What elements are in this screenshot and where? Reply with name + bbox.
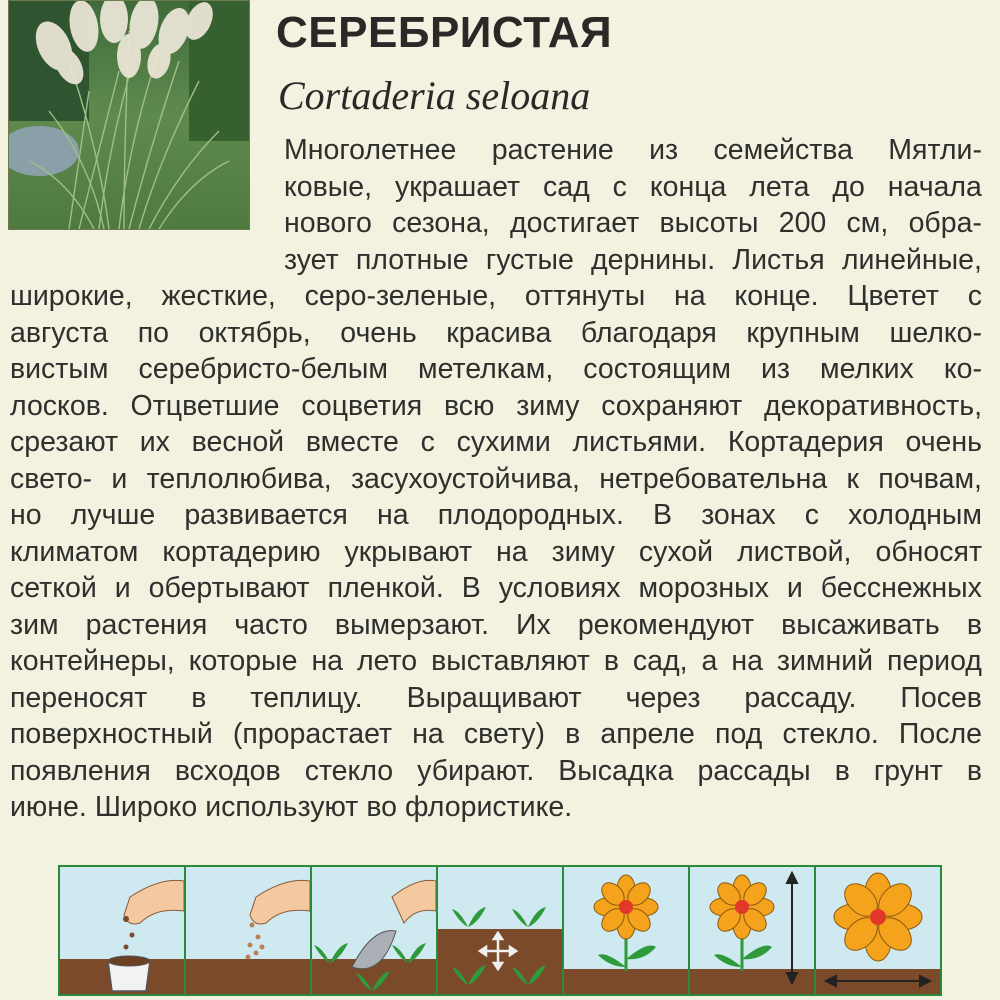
plant-spacing-icon (438, 867, 562, 994)
sow-in-ground-icon (186, 867, 310, 994)
description-line: свето- и теплолюбива, засухоустойчива, нетребовательна к почвам, (10, 462, 982, 495)
description-line: вистым серебристо-белым метелкам, состоящим из мелких ко- (10, 353, 982, 385)
description-line: срезают их весной вместе с сухими листьями. Кортадерия очень (10, 426, 982, 458)
plant-height-icon (690, 867, 814, 994)
description-line: Многолетнее растение из семейства Мятли- (284, 134, 982, 166)
sow-in-pot-icon (60, 867, 184, 994)
description-line: переносят в теплицу. Выращивают через рассаду. Посев (10, 681, 982, 714)
description-line: зим растения часто вымерзают. Их рекомендуют высаживать в (10, 608, 982, 641)
flowering-icon (564, 867, 688, 994)
description-line: контейнеры, которые на лето выставляют в сад, а на зимний период (10, 645, 982, 677)
description-line: ковые, украшает сад с конца лета до начала (284, 170, 982, 203)
description-line: лосков. Отцветшие соцветия всю зиму сохраняют декоративность, (10, 389, 982, 422)
description-text (10, 132, 982, 826)
description-line: поверхностный (прорастает на свету) в апреле под стекло. После (10, 718, 982, 750)
latin-name: Cortaderia seloana (278, 73, 591, 118)
description-line: появления всходов стекло убирают. Высадка рассады в грунт в (10, 754, 982, 787)
description-line: климатом кортадерию укрывают на зиму сухой листвой, обносят (10, 535, 982, 568)
description-line: августа по октябрь, очень красива благодаря крупным шелко- (10, 316, 982, 349)
product-title: СЕРЕБРИСТАЯ (276, 8, 613, 57)
description-line: нового сезона, достигает высоты 200 см, обра- (284, 207, 982, 239)
cultivation-steps (58, 865, 942, 996)
transplant-seedlings-icon (312, 867, 436, 994)
description-line: сеткой и обертывают пленкой. В условиях морозных и бесснежных (10, 572, 982, 604)
description-line: но лучше развивается на плодородных. В зонах с холодным (10, 499, 982, 531)
flower-size-icon (816, 867, 940, 994)
description-line: июне. Широко используют во флористике. (10, 791, 573, 823)
description-line: зует плотные густые дернины. Листья линейные, (284, 243, 982, 276)
description-line: широкие, жесткие, серо-зеленые, оттянуты на конце. Цветет с (10, 280, 982, 312)
